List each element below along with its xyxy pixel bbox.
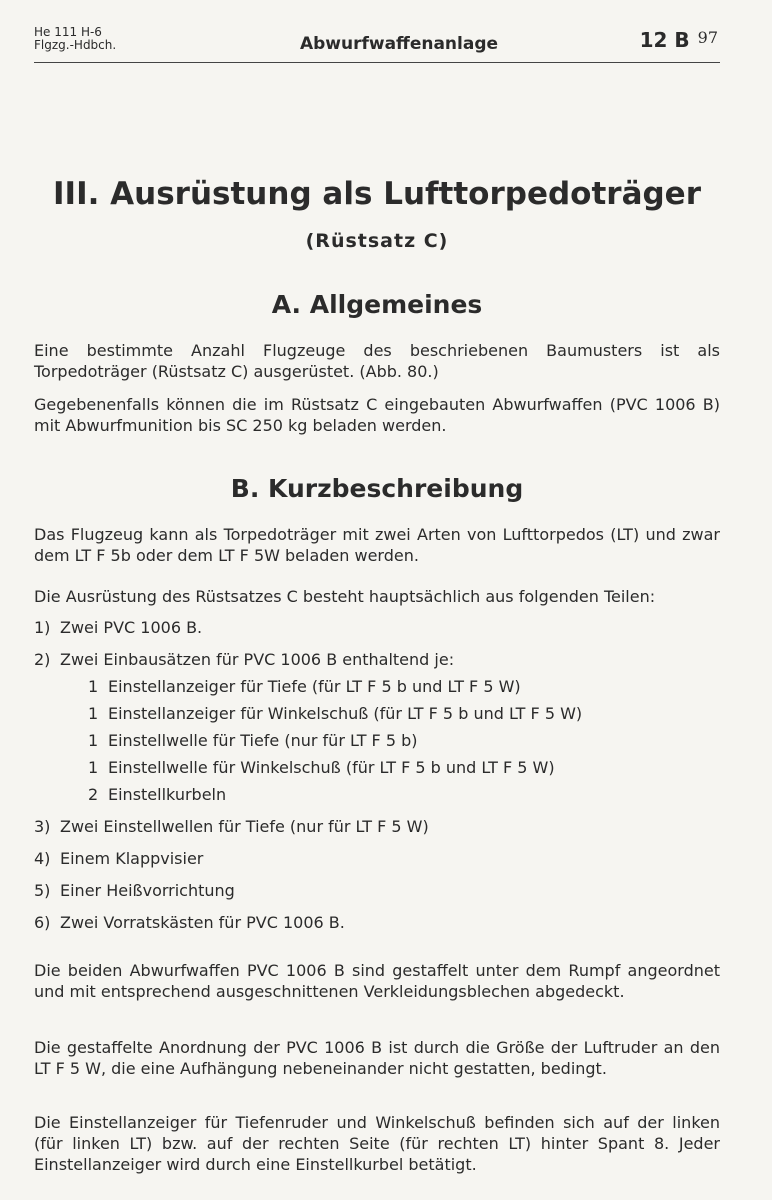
section-a-heading: A. Allgemeines — [271, 290, 483, 319]
page-title: III. Ausrüstung als Lufttorpedoträger — [53, 176, 701, 212]
section-b-closing-1: Die beiden Abwurfwaffen PVC 1006 B sind gestaffelt unter dem Rumpf angeordnet und mit entsprechend ausgeschnittenen Verkleidungsblechen abgedeckt. — [34, 961, 720, 1001]
item-number: 4) — [34, 849, 51, 868]
page-header — [34, 20, 720, 64]
page-subtitle: (Rüstsatz C) — [305, 230, 449, 252]
section-b-intro-1: Das Flugzeug kann als Torpedoträger mit zwei Arten von Lufttorpedos (LT) und zwar dem LT F 5b oder dem LT F 5W beladen werden. — [34, 525, 720, 565]
sub-item-quantity: 1 — [88, 731, 99, 750]
item-text: Zwei PVC 1006 B. — [60, 618, 203, 637]
handbook-name: Flgzg.-Hdbch. — [34, 38, 117, 52]
list-item — [34, 617, 720, 638]
sub-list-item — [88, 784, 720, 805]
item-text: Einem Klappvisier — [60, 849, 204, 868]
sub-item-quantity: 1 — [88, 677, 99, 696]
sub-item-text: Einstellkurbeln — [108, 785, 227, 804]
sub-list-item — [88, 730, 720, 751]
item-text: Zwei Einbausätzen für PVC 1006 B enthaltend je: — [60, 650, 455, 669]
section-a-paragraph-2: Gegebenenfalls können die im Rüstsatz C eingebauten Abwurfwaffen (PVC 1006 B) mit Abwurfmunition bis SC 250 kg beladen werden. — [34, 395, 720, 435]
aircraft-type: He 111 H-6 — [34, 25, 102, 39]
sub-list-item — [88, 757, 720, 778]
item-number: 6) — [34, 913, 51, 932]
sub-list-item — [88, 676, 720, 697]
item-number: 5) — [34, 881, 51, 900]
sub-parts-list — [88, 676, 720, 805]
section-b-heading: B. Kurzbeschreibung — [230, 474, 524, 503]
header-divider — [34, 62, 720, 63]
sub-item-text: Einstellwelle für Winkelschuß (für LT F 5 b und LT F 5 W) — [108, 758, 555, 777]
page-number: 97 — [697, 28, 718, 47]
list-item — [34, 649, 720, 805]
item-text: Zwei Vorratskästen für PVC 1006 B. — [60, 913, 345, 932]
document-reference — [34, 26, 116, 52]
list-item — [34, 880, 720, 901]
list-item — [34, 848, 720, 869]
section-a-paragraph-1: Eine bestimmte Anzahl Flugzeuge des beschriebenen Baumusters ist als Torpedoträger (Rüstsatz C) ausgerüstet. (Abb. 80.) — [34, 341, 720, 381]
sub-item-quantity: 2 — [88, 785, 99, 804]
chapter-title: Abwurfwaffenanlage — [299, 34, 499, 54]
section-b-closing-2: Die gestaffelte Anordnung der PVC 1006 B ist durch die Größe der Luftruder an den LT F 5 W, die eine Aufhängung nebeneinander nicht gestatten, bedingt. — [34, 1038, 720, 1078]
list-item — [34, 816, 720, 837]
item-text: Zwei Einstellwellen für Tiefe (nur für LT F 5 W) — [60, 817, 429, 836]
sub-item-text: Einstellanzeiger für Tiefe (für LT F 5 b und LT F 5 W) — [108, 677, 521, 696]
section-b-closing-3: Die Einstellanzeiger für Tiefenruder und Winkelschuß befinden sich auf der linken (für linken LT) bzw. auf der rechten Seite (für rechten LT) hinter Spant 8. Jeder Einstellanzeiger wird durch eine Einstellkurbel betätigt. — [34, 1113, 720, 1174]
item-number: 3) — [34, 817, 51, 836]
list-item — [34, 912, 720, 933]
item-number: 1) — [34, 618, 51, 637]
item-text: Einer Heißvorrichtung — [60, 881, 235, 900]
section-b-intro-2: Die Ausrüstung des Rüstsatzes C besteht hauptsächlich aus folgenden Teilen: — [34, 587, 656, 606]
item-number: 2) — [34, 650, 51, 669]
sub-list-item — [88, 703, 720, 724]
sub-item-quantity: 1 — [88, 704, 99, 723]
sub-item-quantity: 1 — [88, 758, 99, 777]
section-number: 12 B — [639, 28, 690, 52]
parts-list — [34, 617, 720, 944]
sub-item-text: Einstellwelle für Tiefe (nur für LT F 5 b) — [108, 731, 418, 750]
sub-item-text: Einstellanzeiger für Winkelschuß (für LT F 5 b und LT F 5 W) — [108, 704, 583, 723]
page-reference — [640, 28, 718, 52]
